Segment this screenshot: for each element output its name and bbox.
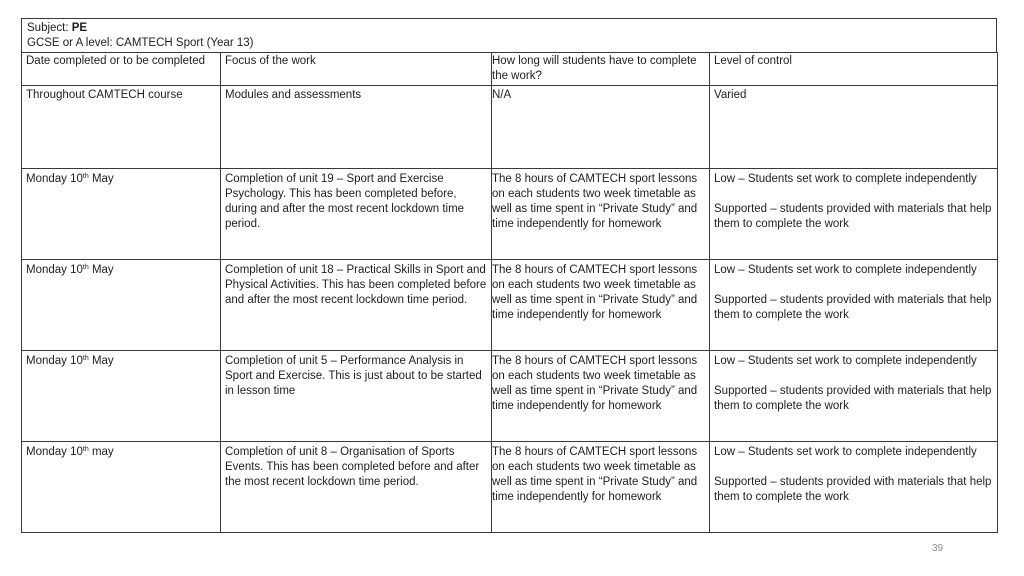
- date-text: Monday 10: [26, 173, 83, 185]
- cell-control: [710, 442, 998, 533]
- control-supported: Supported – students provided with materials that help them to complete the work: [714, 294, 992, 321]
- date-month: May: [88, 173, 114, 185]
- work-table: [21, 52, 998, 533]
- cell-duration: N/A: [492, 86, 710, 169]
- date-month: may: [88, 446, 114, 458]
- cell-date: [22, 169, 221, 260]
- cell-date: [22, 351, 221, 442]
- control-low: Low – Students set work to complete independently: [714, 446, 977, 458]
- cell-date: [22, 442, 221, 533]
- control-low: Low – Students set work to complete independently: [714, 173, 977, 185]
- cell-date: Throughout CAMTECH course: [22, 86, 221, 169]
- cell-duration: The 8 hours of CAMTECH sport lessons on each students two week timetable as well as time spent in “Private Study” and time independently for homework: [492, 442, 710, 533]
- cell-duration: The 8 hours of CAMTECH sport lessons on each students two week timetable as well as time spent in “Private Study” and time independently for homework: [492, 351, 710, 442]
- document-header: [21, 18, 997, 52]
- cell-focus: Completion of unit 19 – Sport and Exercise Psychology. This has been completed before, during and after the most recent lockdown time period.: [221, 169, 492, 260]
- cell-control: Varied: [710, 86, 998, 169]
- date-suffix: th: [82, 173, 89, 180]
- date-text: Monday 10: [26, 355, 83, 367]
- column-header-focus: Focus of the work: [221, 53, 492, 86]
- course-line: GCSE or A level: CAMTECH Sport (Year 13): [27, 37, 254, 49]
- column-header-date: Date completed or to be completed: [22, 53, 221, 86]
- date-suffix: th: [82, 446, 89, 453]
- date-suffix: th: [82, 355, 89, 362]
- document-sheet: [21, 18, 997, 533]
- control-supported: Supported – students provided with materials that help them to complete the work: [714, 203, 992, 230]
- cell-control: [710, 260, 998, 351]
- cell-focus: Completion of unit 18 – Practical Skills in Sport and Physical Activities. This has been completed before and after the most recent lockdown time period.: [221, 260, 492, 351]
- subject-line: [27, 21, 992, 36]
- cell-focus: Modules and assessments: [221, 86, 492, 169]
- table-header-row: [22, 53, 998, 86]
- date-suffix: th: [82, 264, 89, 271]
- cell-focus: Completion of unit 8 – Organisation of Sports Events. This has been completed before and after the most recent lockdown time period.: [221, 442, 492, 533]
- cell-control: [710, 169, 998, 260]
- date-month: May: [88, 264, 114, 276]
- table-row: [22, 351, 998, 442]
- control-supported: Supported – students provided with materials that help them to complete the work: [714, 476, 992, 503]
- page-number: 39: [932, 543, 944, 554]
- column-header-duration: How long will students have to complete the work?: [492, 53, 710, 86]
- subject-label: Subject:: [27, 22, 72, 34]
- date-text: Monday 10: [26, 264, 83, 276]
- cell-focus: Completion of unit 5 – Performance Analysis in Sport and Exercise. This is just about to be started in lesson time: [221, 351, 492, 442]
- date-month: May: [88, 355, 114, 367]
- subject-value: PE: [71, 22, 88, 34]
- cell-duration: The 8 hours of CAMTECH sport lessons on each students two week timetable as well as time spent in “Private Study” and time independently for homework: [492, 169, 710, 260]
- table-row: [22, 442, 998, 533]
- table-row: [22, 260, 998, 351]
- control-supported: Supported – students provided with materials that help them to complete the work: [714, 385, 992, 412]
- table-row: [22, 169, 998, 260]
- cell-control: [710, 351, 998, 442]
- table-row: [22, 86, 998, 169]
- column-header-control: Level of control: [710, 53, 998, 86]
- control-low: Low – Students set work to complete independently: [714, 264, 977, 276]
- cell-duration: The 8 hours of CAMTECH sport lessons on each students two week timetable as well as time spent in “Private Study” and time independently for homework: [492, 260, 710, 351]
- control-low: Low – Students set work to complete independently: [714, 355, 977, 367]
- cell-date: [22, 260, 221, 351]
- date-text: Monday 10: [26, 446, 83, 458]
